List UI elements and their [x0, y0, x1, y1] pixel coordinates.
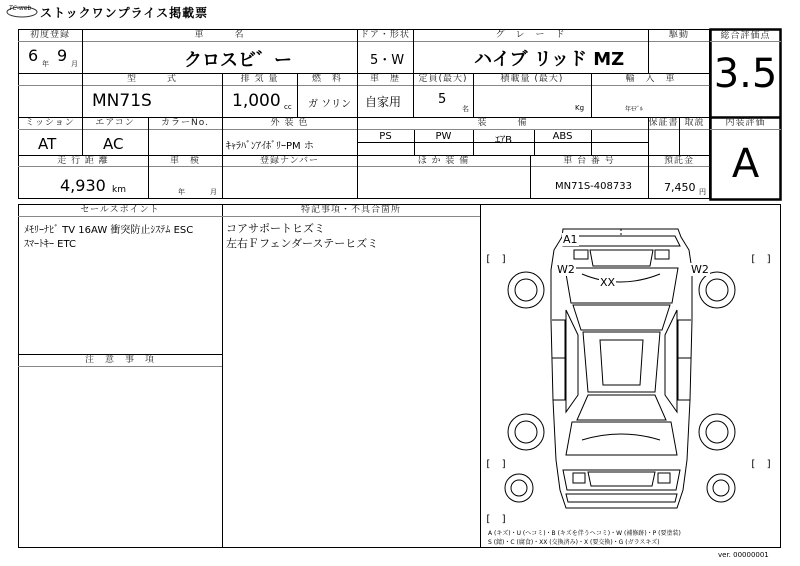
- mileage-unit: km: [112, 185, 126, 195]
- payload-unit: Kg: [575, 104, 585, 112]
- sales-point-line-2: ｽﾏｰﾄｷｰ ETC: [24, 239, 77, 250]
- model: MN71S: [92, 91, 152, 111]
- bracket-bottom-right: [ ]: [750, 459, 773, 470]
- label-reg-number: 登録ナンバー: [260, 156, 319, 166]
- label-manual: 取説: [684, 118, 705, 128]
- label-mission: ミッション: [25, 118, 75, 128]
- label-inspection: 車 検: [169, 156, 200, 166]
- label-sales-points: セールスポイント: [80, 205, 160, 215]
- label-first-reg: 初度登録: [29, 30, 70, 40]
- bracket-rear: [ ]: [485, 514, 508, 525]
- interior-score: A: [731, 141, 760, 187]
- equip-pw: PW: [435, 131, 452, 142]
- capacity-unit: 名: [462, 105, 469, 113]
- logo-text: TC-web: [9, 5, 32, 12]
- door-type: 5・W: [370, 53, 405, 68]
- label-notes: 特記事項・不具合箇所: [300, 205, 401, 215]
- damage-mark-w2-right: W2: [691, 263, 709, 276]
- grade: ハイブ リッド MZ: [474, 49, 625, 70]
- label-caution: 注 意 事 項: [84, 355, 155, 365]
- bracket-bottom-left: [ ]: [485, 459, 508, 470]
- chassis-no: MN71S-408733: [555, 181, 632, 192]
- label-mileage: 走 行 距 離: [57, 156, 109, 166]
- mission: AT: [38, 135, 57, 153]
- label-category: 車 歴: [369, 74, 400, 84]
- label-grade: グ レ ー ド: [495, 30, 566, 40]
- inspect-year-unit: 年: [178, 188, 185, 196]
- label-aircon: エアコン: [95, 118, 135, 128]
- price-unit: 円: [699, 188, 706, 196]
- label-chassis-no: 車 台 番 号: [563, 156, 615, 166]
- bracket-top-left: [ ]: [485, 254, 508, 265]
- label-door-type: ドア・形状: [360, 30, 410, 40]
- exterior-color: ｷｬﾗﾊﾞﾝｱｲﾎﾞﾘｰPM ホ: [226, 141, 314, 152]
- damage-mark-w2-left: W2: [557, 263, 575, 276]
- label-capacity: 定員(最大): [418, 74, 468, 84]
- sales-point-line-1: ﾒﾓﾘｰﾅﾋﾞ TV 16AW 衝突防止ｼｽﾃﾑ ESC: [24, 225, 194, 236]
- label-payload: 積載量 (最大): [500, 74, 564, 84]
- displacement-unit: cc: [284, 103, 292, 111]
- inspect-month-unit: 月: [210, 188, 217, 196]
- equip-abs: ABS: [552, 131, 573, 142]
- bracket-top-right: [ ]: [750, 254, 773, 265]
- label-car-name: 車 名: [194, 30, 245, 40]
- legend-line-1: A (キズ)・U (ヘコミ)・B (キズを伴うヘコミ)・W (補修跡)・P (要塗装): [488, 530, 681, 537]
- aircon: AC: [103, 135, 124, 153]
- price: 7,450: [664, 181, 696, 194]
- capacity: 5: [438, 92, 447, 107]
- version-label: ver. 00000001: [718, 551, 769, 559]
- label-interior-score: 内装評価: [725, 118, 766, 128]
- reg-year: 6: [28, 46, 39, 65]
- damage-mark-xx: XX: [600, 276, 616, 289]
- equip-ps: PS: [379, 131, 392, 142]
- label-model: 型 式: [126, 74, 177, 84]
- equip-airbag: ｴｱB: [495, 135, 512, 146]
- reg-month-unit: 月: [71, 60, 78, 68]
- label-import: 輸 入 車: [625, 74, 676, 84]
- car-name: クロスビ゛ー: [184, 50, 292, 71]
- overall-score: 3.5: [713, 51, 778, 97]
- label-other-equipment: ほ か 装 備: [417, 156, 470, 166]
- displacement: 1,000: [232, 91, 281, 111]
- reg-year-unit: 年: [42, 60, 49, 68]
- label-warranty: 保証書: [648, 118, 679, 128]
- label-overall-score: 総合評価点: [720, 31, 771, 41]
- note-line-1: コアサポートヒズミ: [226, 222, 325, 235]
- label-fuel: 燃 料: [311, 74, 342, 84]
- label-color-no: カラーNo.: [161, 118, 209, 128]
- fuel: ガ ソリン: [308, 99, 352, 110]
- legend-line-2: S (錆)・C (腐食)・XX (交換済み)・X (要交換)・G (ガラスキズ): [488, 539, 660, 546]
- note-line-2: 左右Ｆフェンダーステーヒズミ: [226, 237, 379, 250]
- reg-month: 9: [57, 46, 68, 65]
- label-equipment: 装 備: [477, 118, 528, 128]
- mileage: 4,930: [60, 176, 106, 195]
- category: 自家用: [365, 95, 402, 109]
- page-title: ストックワンプライス掲載票: [40, 6, 209, 20]
- label-exterior-color: 外 装 色: [270, 118, 309, 128]
- import-unit: 年ﾓﾃﾞﾙ: [625, 106, 644, 113]
- damage-mark-a1: A1: [563, 233, 578, 246]
- label-displacement: 排 気 量: [240, 74, 279, 84]
- label-drive: 駆動: [668, 30, 689, 40]
- label-price: 預託金: [663, 156, 694, 166]
